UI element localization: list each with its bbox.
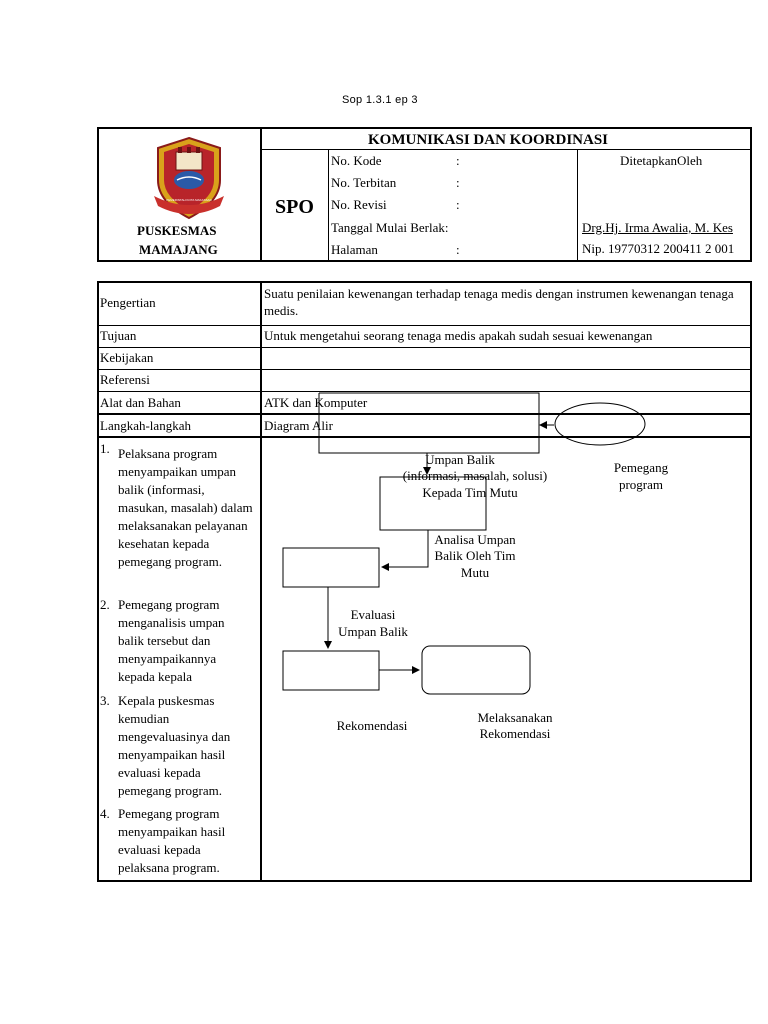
label-tujuan: Tujuan xyxy=(100,328,137,343)
step-1-number: 1. xyxy=(100,441,110,456)
label-langkah: Langkah-langkah xyxy=(100,418,191,433)
flow-label-kepada-tim-mutu: Kepada Tim Mutu xyxy=(422,485,518,500)
value-tujuan: Untuk mengetahui seorang tenaga medis apakah sudah sesuai kewenangan xyxy=(264,328,653,343)
flow-label-analisa-2: Balik Oleh Tim xyxy=(434,548,516,563)
step-3-number: 3. xyxy=(100,693,110,708)
label-alat-dan-bahan: Alat dan Bahan xyxy=(100,395,181,410)
step-2-number: 2. xyxy=(100,597,110,612)
approved-by-label: DitetapkanOleh xyxy=(620,153,703,168)
flow-box-evaluasi xyxy=(283,651,379,690)
field-no-kode: No. Kode xyxy=(331,153,382,168)
step-3-text: Kepala puskesmas kemudian mengevaluasinya dan menyampaikan hasil evaluasi kepada pemegang program. xyxy=(118,693,231,798)
logo-ribbon-text: PEMERINTAH KOTA MAKASSAR xyxy=(166,198,212,202)
doc-type-spo: SPO xyxy=(275,196,314,218)
step-4-number: 4. xyxy=(100,806,110,821)
step-2-text: Pemegang program menganalisis umpan balik tersebut dan menyampaikannya kepada kepala xyxy=(118,597,225,684)
flow-connector-top xyxy=(319,393,539,453)
flow-label-rekomendasi: Rekomendasi xyxy=(336,718,408,733)
flow-label-program: program xyxy=(618,477,664,492)
field-halaman: Halaman xyxy=(331,242,378,257)
label-kebijakan: Kebijakan xyxy=(100,350,154,365)
field-no-revisi-sep: : xyxy=(456,197,460,212)
org-name-line2: MAMAJANG xyxy=(139,242,218,257)
flow-label-umpan-balik: Umpan Balik xyxy=(425,452,495,467)
flow-box-melaksanakan xyxy=(422,646,530,694)
flow-start-ellipse xyxy=(555,403,645,445)
org-name-line1: PUSKESMAS xyxy=(137,223,217,238)
value-pengertian: Suatu penilaian kewenangan terhadap tenaga medis dengan instrumen kewenangan tenaga medis. xyxy=(264,286,734,318)
header-title: KOMUNIKASI DAN KOORDINASI xyxy=(368,132,609,148)
value-langkah: Diagram Alir xyxy=(264,418,333,433)
step-4-text: Pemegang program menyampaikan hasil evaluasi kepada pelaksana program. xyxy=(118,806,226,875)
flow-label-analisa-3: Mutu xyxy=(460,565,490,580)
flow-label-evaluasi-1: Evaluasi xyxy=(350,607,396,622)
flow-box-analisa xyxy=(283,548,379,587)
value-alat-dan-bahan: ATK dan Komputer xyxy=(264,395,368,410)
approver-nip: Nip. 19770312 200411 2 001 xyxy=(582,241,735,256)
label-pengertian: Pengertian xyxy=(100,295,156,310)
label-referensi: Referensi xyxy=(100,372,150,387)
flow-label-evaluasi-2: Umpan Balik xyxy=(338,624,408,639)
flow-label-melaksanakan-1: Melaksanakan xyxy=(477,710,553,725)
flow-label-melaksanakan-2: Rekomendasi xyxy=(479,726,551,741)
flow-label-umpan-balik-detail: (informasi, masalah, solusi) xyxy=(402,468,548,483)
step-1-text: Pelaksana program menyampaikan umpan balik (informasi, masukan, masalah) dalam melaksanakan pelayanan kesehatan kepada pemegang program. xyxy=(118,446,253,569)
flow-label-pemegang: Pemegang xyxy=(613,460,669,475)
flow-label-analisa-1: Analisa Umpan xyxy=(434,532,516,547)
field-no-revisi: No. Revisi xyxy=(331,197,387,212)
field-halaman-sep: : xyxy=(456,242,460,257)
field-no-kode-sep: : xyxy=(456,153,460,168)
approver-name: Drg.Hj. Irma Awalia, M. Kes xyxy=(582,220,733,235)
field-tanggal: Tanggal Mulai Berlak: xyxy=(331,220,449,235)
sop-reference: Sop 1.3.1 ep 3 xyxy=(342,94,418,106)
field-no-terbitan: No. Terbitan xyxy=(331,175,397,190)
field-no-terbitan-sep: : xyxy=(456,175,460,190)
